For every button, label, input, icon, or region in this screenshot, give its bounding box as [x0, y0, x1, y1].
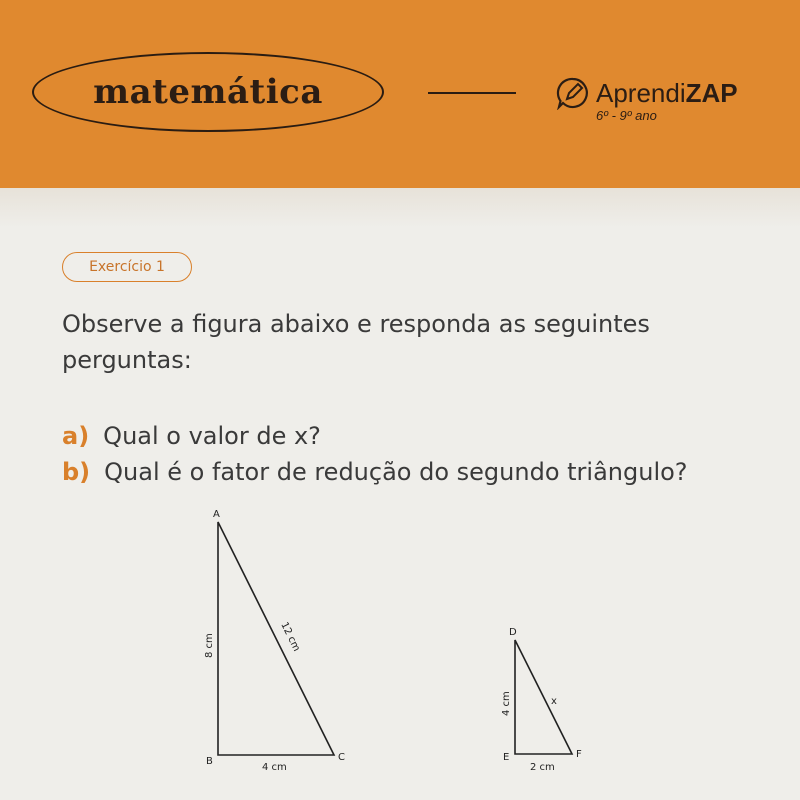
side-ef-label: 2 cm — [530, 762, 555, 773]
question-b — [62, 458, 688, 486]
triangles-figure — [0, 500, 800, 800]
vertex-e: E — [503, 752, 510, 763]
question-letter: a) — [62, 422, 90, 450]
side-ab-label: 8 cm — [204, 633, 215, 658]
triangle-def — [515, 640, 572, 754]
vertex-c: C — [338, 752, 345, 763]
grade-label: 6º - 9º ano — [596, 108, 657, 123]
side-ac-label: 12 cm — [278, 620, 302, 654]
question-text: Qual o valor de x? — [103, 422, 321, 450]
brand-suffix: ZAP — [685, 78, 738, 108]
exercise-badge: Exercício 1 — [62, 252, 192, 282]
question-a — [62, 422, 321, 450]
brand-prefix: Aprendi — [596, 78, 686, 108]
subject-oval — [32, 52, 384, 132]
question-text: Qual é o fator de redução do segundo triângulo? — [104, 458, 688, 486]
pencil-chat-icon — [556, 76, 590, 110]
triangle-abc — [218, 522, 334, 755]
vertex-b: B — [206, 756, 213, 767]
vertex-d: D — [509, 627, 517, 638]
question-letter: b) — [62, 458, 91, 486]
side-de-label: 4 cm — [501, 691, 512, 716]
side-bc-label: 4 cm — [262, 762, 287, 773]
brand-logo — [556, 74, 776, 128]
header-divider — [428, 92, 516, 94]
side-df-label: x — [551, 696, 557, 707]
exercise-prompt: Observe a figura abaixo e responda as seguintes perguntas: — [62, 310, 650, 374]
vertex-f: F — [576, 749, 582, 760]
header-fade — [0, 188, 800, 228]
vertex-a: A — [213, 509, 220, 520]
subject-title: matemática — [93, 72, 323, 112]
brand-name — [596, 78, 738, 109]
